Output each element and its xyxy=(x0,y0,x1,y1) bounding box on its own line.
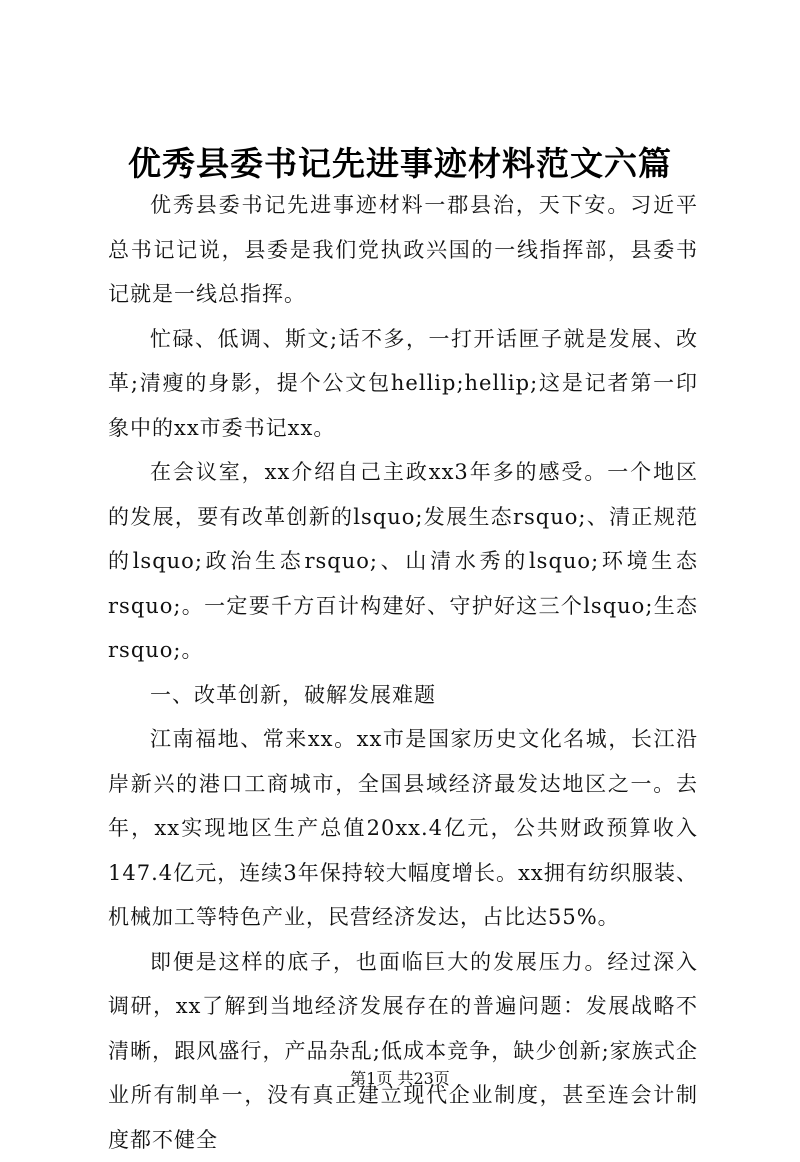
paragraph-2: 忙碌、低调、斯文;话不多，一打开话匣子就是发展、改革;清瘦的身影，提个公文包hellip;hellip;这是记者第一印象中的xx市委书记xx。 xyxy=(108,317,698,451)
paragraph-4: 江南福地、常来xx。xx市是国家历史文化名城，长江沿岸新兴的港口工商城市，全国县域经济最发达地区之一。去年，xx实现地区生产总值20xx.4亿元，公共财政预算收入147.4亿元，连续3年保持较大幅度增长。xx拥有纺织服装、机械加工等特色产业，民营经济发达，占比达55%。 xyxy=(108,717,698,940)
page-title: 优秀县委书记先进事迹材料范文六篇 xyxy=(0,138,800,185)
page-number-footer: 第1页 共23页 xyxy=(0,1066,800,1089)
paragraph-1: 优秀县委书记先进事迹材料一郡县治，天下安。习近平总书记记说，县委是我们党执政兴国的一线指挥部，县委书记就是一线总指挥。 xyxy=(108,183,698,317)
section-heading: 一、改革创新，破解发展难题 xyxy=(108,673,698,718)
paragraph-3: 在会议室，xx介绍自己主政xx3年多的感受。一个地区的发展，要有改革创新的lsquo;发展生态rsquo;、清正规范的lsquo;政治生态rsquo;、山清水秀的lsquo;环境生态rsquo;。一定要千方百计构建好、守护好这三个lsquo;生态rsquo;。 xyxy=(108,450,698,673)
document-body xyxy=(108,183,698,1162)
paragraph-5: 即便是这样的底子，也面临巨大的发展压力。经过深入调研，xx了解到当地经济发展存在的普遍问题：发展战略不清晰，跟风盛行，产品杂乱;低成本竞争，缺少创新;家族式企业所有制单一，没有真正建立现代企业制度，甚至连会计制度都不健全 xyxy=(108,940,698,1162)
